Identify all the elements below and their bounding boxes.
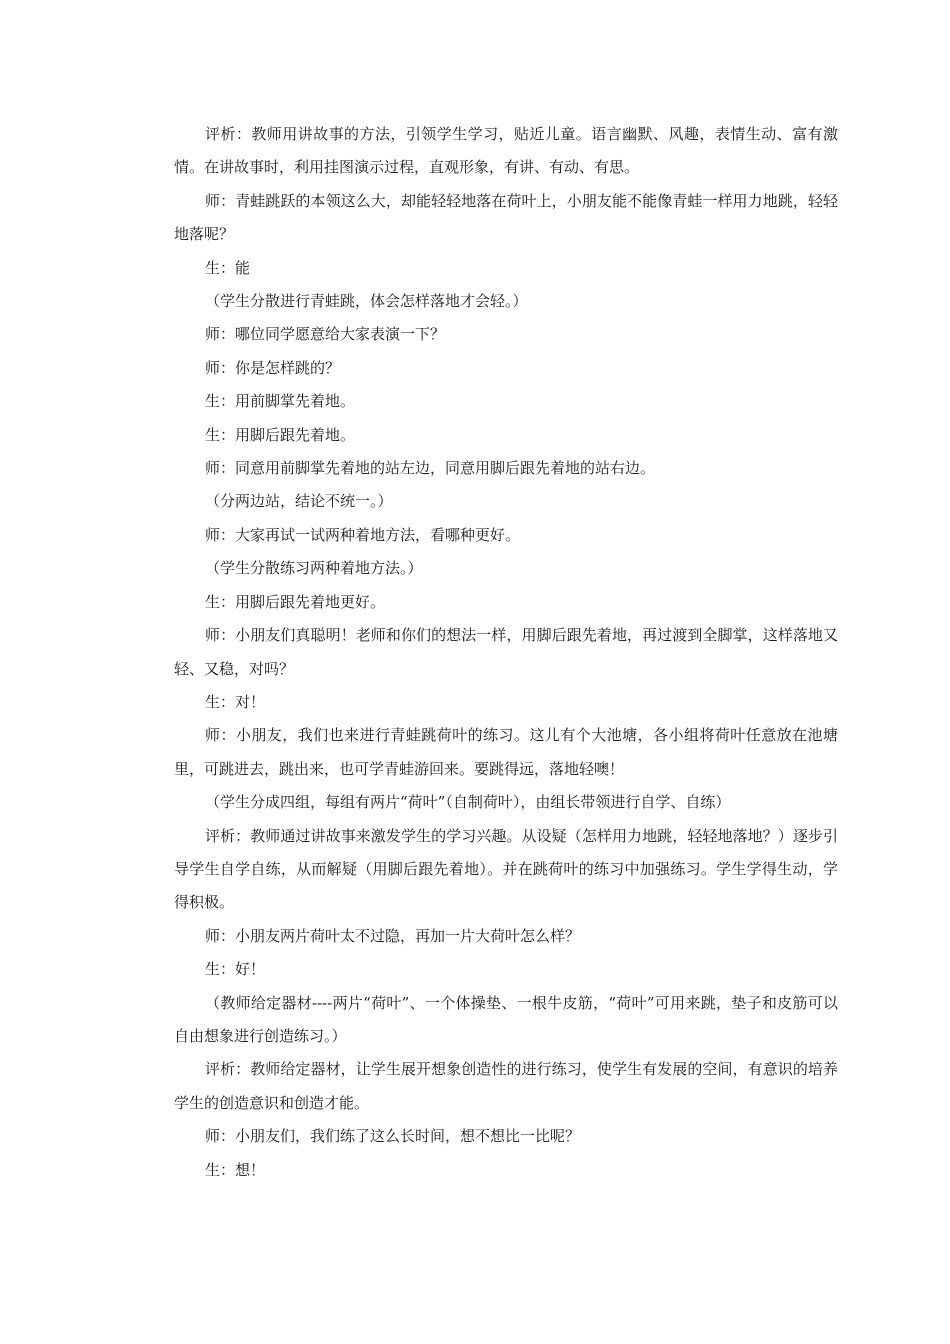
paragraph-student-6: 生：好！ [205,960,266,979]
paragraph-note-3: （学生分散练习两种着地方法。） [205,559,423,578]
paragraph-teacher-1: 师：青蛙跳跃的本领这么大，却能轻轻地落在荷叶上，小朋友能不能像青蛙一样用力地跳，轻轻地落呢？ [174,191,838,244]
paragraph-teacher-5: 师：大家再试一试两种着地方法，看哪种更好。 [205,525,521,544]
paragraph-commentary-1: 评析：教师用讲故事的方法，引领学生学习，贴近儿童。语言幽默、风趣，表情生动、富有激情。在讲故事时，利用挂图演示过程，直观形象，有讲、有动、有思。 [174,125,838,177]
paragraph-student-3: 生：用脚后跟先着地。 [205,425,356,444]
paragraph-teacher-6: 师：小朋友们真聪明！老师和你们的想法一样，用脚后跟先着地，再过渡到全脚掌，这样落地又轻、又稳，对吗？ [174,626,838,678]
paragraph-note-1: （学生分散进行青蛙跳，体会怎样落地才会轻。） [205,292,528,311]
paragraph-student-7: 生：想！ [205,1160,266,1179]
paragraph-note-4: （学生分成四组，每组有两片“荷叶”（自制荷叶），由组长带领进行自学、自练） [205,793,731,812]
paragraph-student-1: 生：能 [205,258,251,277]
paragraph-teacher-7: 师：小朋友，我们也来进行青蛙跳荷叶的练习。这儿有个大池塘，各小组将荷叶任意放在池塘里，可跳进去，跳出来，也可学青蛙游回来。要跳得远，落地轻噢！ [174,726,838,778]
paragraph-teacher-4: 师：同意用前脚掌先着地的站左边，同意用脚后跟先着地的站右边。 [205,459,656,478]
paragraph-student-5: 生：对！ [205,692,266,711]
paragraph-teacher-2: 师：哪位同学愿意给大家表演一下？ [205,325,446,344]
paragraph-student-2: 生：用前脚掌先着地。 [205,392,356,411]
document-page [174,118,838,1187]
paragraph-commentary-2: 评析：教师通过讲故事来激发学生的学习兴趣。从设疑（怎样用力地跳，轻轻地落地？）逐步引导学生自学自练，从而解疑（用脚后跟先着地）。并在跳荷叶的练习中加强练习。学生学得生动，学得积极。 [174,826,838,912]
paragraph-teacher-8: 师：小朋友两片荷叶太不过隐，再加一片大荷叶怎么样？ [205,926,581,945]
paragraph-teacher-3: 师：你是怎样跳的？ [205,358,341,377]
paragraph-note-2: （分两边站，结论不统一。） [205,492,393,511]
paragraph-note-5: （教师给定器材----两片“荷叶”、一个体操垫、一根牛皮筋，“荷叶”可用来跳，垫子和皮筋可以自由想象进行创造练习。） [174,993,838,1045]
paragraph-commentary-3: 评析：教师给定器材，让学生展开想象创造性的进行练习，使学生有发展的空间，有意识的培养学生的创造意识和创造才能。 [174,1060,838,1112]
paragraph-teacher-9: 师：小朋友们，我们练了这么长时间，想不想比一比呢？ [205,1127,581,1146]
paragraph-student-4: 生：用脚后跟先着地更好。 [205,592,386,611]
